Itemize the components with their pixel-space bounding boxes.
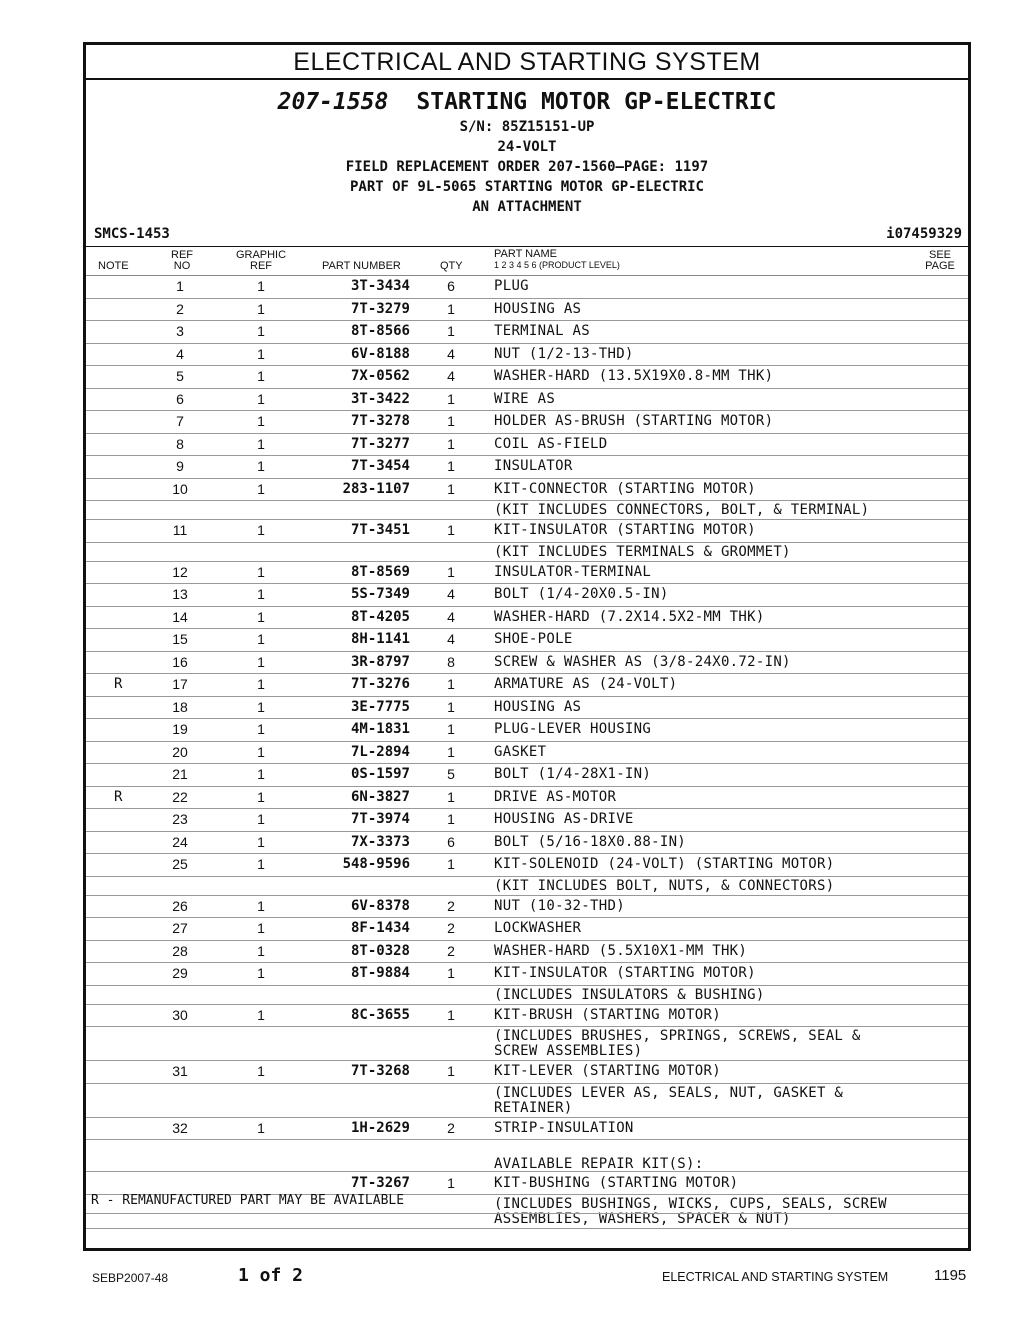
table-row bbox=[86, 674, 968, 697]
row-part-number: 8T-8566 bbox=[350, 323, 410, 339]
row-ref-number: 9 bbox=[176, 458, 184, 474]
row-part-number: 7T-3278 bbox=[350, 413, 410, 429]
table-row bbox=[86, 896, 968, 919]
row-ref-number: 12 bbox=[172, 563, 188, 580]
row-graphic-ref: 1 bbox=[257, 278, 265, 294]
table-row bbox=[86, 1061, 968, 1084]
row-graphic-ref: 1 bbox=[257, 856, 265, 872]
row-ref-number: 25 bbox=[172, 856, 188, 872]
row-part-name: KIT-BUSHING (STARTING MOTOR) bbox=[494, 1175, 739, 1191]
table-row bbox=[86, 299, 968, 322]
row-part-name: TERMINAL AS bbox=[494, 323, 591, 339]
col-see-page bbox=[918, 250, 962, 272]
row-ref-number: 6 bbox=[176, 390, 184, 407]
row-ref-number: 21 bbox=[172, 766, 188, 782]
col-part-name bbox=[494, 249, 620, 271]
table-row bbox=[86, 963, 968, 986]
row-part-name: (INCLUDES INSULATORS & BUSHING) bbox=[494, 986, 765, 1003]
table-row bbox=[86, 941, 968, 964]
row-graphic-ref: 1 bbox=[257, 1063, 265, 1079]
row-graphic-ref: 1 bbox=[257, 631, 265, 647]
row-ref-number: 27 bbox=[172, 920, 188, 936]
table-row bbox=[86, 1172, 968, 1195]
row-part-number: 7T-3454 bbox=[350, 458, 410, 474]
row-part-number: 7T-3268 bbox=[350, 1063, 410, 1079]
row-quantity: 2 bbox=[447, 897, 455, 914]
row-part-number: 5S-7349 bbox=[350, 586, 410, 602]
row-quantity: 1 bbox=[447, 811, 455, 827]
row-part-number: 6N-3827 bbox=[350, 788, 410, 805]
attachment-line: AN ATTACHMENT bbox=[472, 199, 582, 215]
header-divider bbox=[86, 246, 968, 247]
row-ref-number: 24 bbox=[172, 833, 188, 850]
table-row bbox=[86, 1005, 968, 1028]
row-ref-number: 16 bbox=[172, 653, 188, 670]
table-row bbox=[86, 832, 968, 855]
row-part-name: BOLT (1/4-28X1-IN) bbox=[494, 766, 652, 782]
row-graphic-ref: 1 bbox=[257, 435, 265, 452]
col-part-number: PART NUMBER bbox=[322, 260, 401, 272]
table-row bbox=[86, 697, 968, 720]
col-note: NOTE bbox=[98, 260, 129, 272]
row-quantity: 1 bbox=[447, 323, 455, 339]
row-quantity: 5 bbox=[447, 766, 455, 782]
col-see-bottom: PAGE bbox=[925, 260, 955, 272]
table-row bbox=[86, 764, 968, 787]
row-part-number: 8H-1141 bbox=[350, 631, 410, 647]
row-ref-number: 26 bbox=[172, 897, 188, 914]
row-part-name: KIT-INSULATOR (STARTING MOTOR) bbox=[494, 965, 756, 981]
table-row bbox=[86, 719, 968, 742]
row-graphic-ref: 1 bbox=[257, 965, 265, 981]
row-quantity: 4 bbox=[447, 608, 455, 625]
row-part-number: 7L-2894 bbox=[350, 743, 410, 760]
row-part-number: 7T-3279 bbox=[350, 300, 410, 317]
row-quantity: 1 bbox=[447, 1175, 455, 1191]
row-graphic-ref: 1 bbox=[257, 300, 265, 317]
row-part-name: COIL AS-FIELD bbox=[494, 435, 608, 452]
parts-table bbox=[86, 275, 968, 1229]
row-part-name: BOLT (5/16-18X0.88-IN) bbox=[494, 833, 687, 850]
row-graphic-ref: 1 bbox=[257, 368, 265, 384]
row-part-name: GASKET bbox=[494, 743, 547, 760]
table-row bbox=[86, 520, 968, 543]
row-quantity: 1 bbox=[447, 676, 455, 692]
row-graphic-ref: 1 bbox=[257, 721, 265, 737]
row-graphic-ref: 1 bbox=[257, 458, 265, 474]
row-ref-number: 23 bbox=[172, 811, 188, 827]
row-part-number: 7X-0562 bbox=[350, 368, 410, 384]
row-quantity: 8 bbox=[447, 653, 455, 670]
row-part-number: 8T-4205 bbox=[350, 608, 410, 625]
table-row bbox=[86, 607, 968, 630]
col-ref-bottom: NO bbox=[173, 260, 191, 272]
col-see-top: SEE bbox=[928, 249, 951, 261]
row-quantity: 1 bbox=[447, 743, 455, 760]
row-part-number: 7T-3451 bbox=[350, 522, 410, 538]
row-part-name: INSULATOR bbox=[494, 458, 573, 474]
row-part-name: AVAILABLE REPAIR KIT(S): bbox=[494, 1156, 704, 1172]
row-graphic-ref: 1 bbox=[257, 897, 265, 914]
smcs-code: SMCS-1453 bbox=[94, 226, 170, 242]
row-quantity: 1 bbox=[447, 300, 455, 317]
row-graphic-ref: 1 bbox=[257, 390, 265, 407]
field-replacement-line: FIELD REPLACEMENT ORDER 207-1560—PAGE: 1197 bbox=[345, 159, 709, 175]
row-part-number: 0S-1597 bbox=[350, 766, 410, 782]
row-part-number: 7X-3373 bbox=[350, 833, 410, 850]
row-ref-number: 20 bbox=[172, 743, 188, 760]
row-part-number: 7T-3974 bbox=[350, 811, 410, 827]
table-row bbox=[86, 501, 968, 520]
row-ref-number: 7 bbox=[176, 413, 184, 429]
row-part-name: WASHER-HARD (5.5X10X1-MM THK) bbox=[494, 942, 748, 959]
row-quantity: 2 bbox=[447, 920, 455, 936]
row-ref-number: 22 bbox=[172, 788, 188, 805]
group-title bbox=[86, 87, 968, 117]
row-graphic-ref: 1 bbox=[257, 653, 265, 670]
row-part-number: 7T-3277 bbox=[350, 435, 410, 452]
row-graphic-ref: 1 bbox=[257, 698, 265, 715]
row-ref-number: 32 bbox=[172, 1119, 188, 1136]
row-ref-number: 5 bbox=[176, 368, 184, 384]
row-part-name: BOLT (1/4-20X0.5-IN) bbox=[494, 586, 669, 602]
table-row bbox=[86, 344, 968, 367]
row-graphic-ref: 1 bbox=[257, 920, 265, 936]
row-quantity: 1 bbox=[447, 856, 455, 872]
row-quantity: 4 bbox=[447, 345, 455, 362]
table-row bbox=[86, 742, 968, 765]
row-quantity: 6 bbox=[447, 278, 455, 294]
row-quantity: 1 bbox=[447, 563, 455, 580]
row-quantity: 1 bbox=[447, 480, 455, 497]
row-ref-number: 10 bbox=[172, 480, 188, 497]
row-ref-number: 13 bbox=[172, 586, 188, 602]
row-ref-number: 30 bbox=[172, 1006, 188, 1023]
table-row bbox=[86, 411, 968, 434]
row-graphic-ref: 1 bbox=[257, 522, 265, 538]
row-part-number: 3T-3434 bbox=[350, 278, 410, 294]
table-row bbox=[86, 787, 968, 810]
table-row bbox=[86, 543, 968, 562]
part-of-line: PART OF 9L-5065 STARTING MOTOR GP-ELECTRIC bbox=[349, 179, 704, 195]
footnote: R - REMANUFACTURED PART MAY BE AVAILABLE bbox=[91, 1193, 405, 1208]
footer-doc-number: SEBP2007-48 bbox=[92, 1271, 169, 1285]
row-part-name: PLUG-LEVER HOUSING bbox=[494, 721, 652, 737]
table-row bbox=[86, 389, 968, 412]
col-product-level: 1 2 3 4 5 6 (PRODUCT LEVEL) bbox=[494, 260, 620, 270]
row-part-name: DRIVE AS-MOTOR bbox=[494, 788, 617, 805]
section-title: ELECTRICAL AND STARTING SYSTEM bbox=[86, 45, 968, 80]
table-row bbox=[86, 434, 968, 457]
row-graphic-ref: 1 bbox=[257, 833, 265, 850]
row-graphic-ref: 1 bbox=[257, 480, 265, 497]
row-part-name: ARMATURE AS (24-VOLT) bbox=[494, 676, 678, 692]
row-part-number: 548-9596 bbox=[342, 856, 410, 872]
col-graphic-top: GRAPHIC bbox=[235, 249, 287, 261]
footer-page-of: 1 of 2 bbox=[238, 1265, 304, 1286]
row-part-name: KIT-CONNECTOR (STARTING MOTOR) bbox=[494, 480, 756, 497]
col-part-name-title: PART NAME bbox=[494, 248, 557, 260]
col-ref-top: REF bbox=[171, 249, 193, 261]
row-ref-number: 14 bbox=[172, 608, 188, 625]
row-part-name: WIRE AS bbox=[494, 390, 556, 407]
row-graphic-ref: 1 bbox=[257, 1119, 265, 1136]
row-part-name: KIT-INSULATOR (STARTING MOTOR) bbox=[494, 522, 756, 538]
row-graphic-ref: 1 bbox=[257, 345, 265, 362]
table-row bbox=[86, 854, 968, 877]
row-part-name: HOUSING AS-DRIVE bbox=[494, 811, 634, 827]
row-note: R bbox=[114, 788, 123, 805]
row-part-name: SCREW & WASHER AS (3/8-24X0.72-IN) bbox=[494, 653, 791, 670]
table-row bbox=[86, 479, 968, 502]
document-id: i07459329 bbox=[886, 226, 962, 242]
col-graphic bbox=[231, 250, 291, 272]
row-quantity: 1 bbox=[447, 413, 455, 429]
row-graphic-ref: 1 bbox=[257, 586, 265, 602]
page-frame bbox=[83, 42, 971, 1251]
row-part-name: PLUG bbox=[494, 278, 529, 294]
row-part-name: HOLDER AS-BRUSH (STARTING MOTOR) bbox=[494, 413, 774, 429]
row-part-number: 8F-1434 bbox=[350, 920, 410, 936]
row-ref-number: 4 bbox=[176, 345, 184, 362]
table-row bbox=[86, 1118, 968, 1141]
row-part-name: WASHER-HARD (13.5X19X0.8-MM THK) bbox=[494, 368, 774, 384]
row-part-name: KIT-BRUSH (STARTING MOTOR) bbox=[494, 1006, 721, 1023]
row-part-number: 3E-7775 bbox=[350, 698, 410, 715]
row-ref-number: 3 bbox=[176, 323, 184, 339]
row-part-number: 8T-8569 bbox=[350, 563, 410, 580]
footer-section: ELECTRICAL AND STARTING SYSTEM bbox=[662, 1270, 889, 1284]
row-graphic-ref: 1 bbox=[257, 743, 265, 760]
table-row bbox=[86, 276, 968, 299]
row-quantity: 1 bbox=[447, 390, 455, 407]
row-quantity: 1 bbox=[447, 788, 455, 805]
row-quantity: 6 bbox=[447, 833, 455, 850]
row-part-number: 283-1107 bbox=[342, 480, 410, 497]
row-quantity: 1 bbox=[447, 1063, 455, 1079]
row-part-number: 7T-3276 bbox=[350, 676, 410, 692]
row-part-name: STRIP-INSULATION bbox=[494, 1119, 634, 1136]
table-row bbox=[86, 877, 968, 896]
row-part-name: (KIT INCLUDES TERMINALS & GROMMET) bbox=[494, 543, 791, 560]
table-row bbox=[86, 321, 968, 344]
row-quantity: 1 bbox=[447, 721, 455, 737]
row-part-number: 8T-9884 bbox=[350, 965, 410, 981]
table-row bbox=[86, 1140, 968, 1172]
row-part-number: 6V-8188 bbox=[350, 345, 410, 362]
row-part-number: 8T-0328 bbox=[350, 942, 410, 959]
row-part-name: HOUSING AS bbox=[494, 300, 582, 317]
row-part-number: 1H-2629 bbox=[350, 1119, 410, 1136]
row-graphic-ref: 1 bbox=[257, 413, 265, 429]
row-ref-number: 11 bbox=[172, 522, 188, 538]
row-part-name: INSULATOR-TERMINAL bbox=[494, 563, 652, 580]
row-part-number: 3R-8797 bbox=[350, 653, 410, 670]
footer-page-number: 1195 bbox=[934, 1267, 967, 1284]
row-graphic-ref: 1 bbox=[257, 1006, 265, 1023]
row-part-name: SHOE-POLE bbox=[494, 631, 573, 647]
row-ref-number: 15 bbox=[172, 631, 188, 647]
table-row bbox=[86, 918, 968, 941]
row-graphic-ref: 1 bbox=[257, 323, 265, 339]
table-row bbox=[86, 986, 968, 1005]
serial-number-line: S/N: 85Z15151-UP bbox=[459, 119, 595, 135]
row-graphic-ref: 1 bbox=[257, 788, 265, 805]
row-part-number: 3T-3422 bbox=[350, 390, 410, 407]
row-quantity: 1 bbox=[447, 965, 455, 981]
table-row bbox=[86, 584, 968, 607]
col-ref bbox=[166, 250, 198, 272]
col-qty: QTY bbox=[440, 260, 463, 272]
row-part-number: 6V-8378 bbox=[350, 897, 410, 914]
row-quantity: 1 bbox=[447, 1006, 455, 1023]
row-part-name: (INCLUDES BRUSHES, SPRINGS, SCREWS, SEAL & SCREW ASSEMBLIES) bbox=[494, 1028, 861, 1059]
row-graphic-ref: 1 bbox=[257, 608, 265, 625]
voltage-line: 24-VOLT bbox=[497, 139, 557, 155]
row-graphic-ref: 1 bbox=[257, 942, 265, 959]
row-graphic-ref: 1 bbox=[257, 811, 265, 827]
row-part-name: KIT-SOLENOID (24-VOLT) (STARTING MOTOR) bbox=[494, 856, 835, 872]
row-part-name: (KIT INCLUDES BOLT, NUTS, & CONNECTORS) bbox=[494, 877, 835, 894]
row-part-name: KIT-LEVER (STARTING MOTOR) bbox=[494, 1063, 721, 1079]
row-graphic-ref: 1 bbox=[257, 563, 265, 580]
row-part-number: 4M-1831 bbox=[350, 721, 410, 737]
table-row bbox=[86, 1084, 968, 1118]
row-quantity: 4 bbox=[447, 586, 455, 602]
row-graphic-ref: 1 bbox=[257, 676, 265, 692]
row-part-name: WASHER-HARD (7.2X14.5X2-MM THK) bbox=[494, 608, 765, 625]
table-row bbox=[86, 456, 968, 479]
row-ref-number: 29 bbox=[172, 965, 188, 981]
row-quantity: 4 bbox=[447, 631, 455, 647]
row-quantity: 2 bbox=[447, 942, 455, 959]
row-ref-number: 17 bbox=[172, 676, 188, 692]
row-ref-number: 8 bbox=[176, 435, 184, 452]
row-part-number: 8C-3655 bbox=[350, 1006, 410, 1023]
table-row bbox=[86, 629, 968, 652]
row-part-name: NUT (1/2-13-THD) bbox=[494, 345, 634, 362]
row-part-number: 7T-3267 bbox=[350, 1175, 410, 1191]
table-row bbox=[86, 366, 968, 389]
row-quantity: 1 bbox=[447, 458, 455, 474]
row-part-name: (INCLUDES BUSHINGS, WICKS, CUPS, SEALS, SCREW ASSEMBLIES, WASHERS, SPACER & NUT) bbox=[494, 1196, 887, 1227]
row-part-name: LOCKWASHER bbox=[494, 920, 582, 936]
row-part-name: HOUSING AS bbox=[494, 698, 582, 715]
group-name: STARTING MOTOR GP-ELECTRIC bbox=[416, 89, 777, 115]
table-row bbox=[86, 652, 968, 675]
row-quantity: 2 bbox=[447, 1119, 455, 1136]
table-row bbox=[86, 1027, 968, 1061]
row-part-name: (INCLUDES LEVER AS, SEALS, NUT, GASKET & RETAINER) bbox=[494, 1084, 844, 1116]
row-quantity: 1 bbox=[447, 435, 455, 452]
row-quantity: 1 bbox=[447, 698, 455, 715]
row-graphic-ref: 1 bbox=[257, 766, 265, 782]
row-quantity: 4 bbox=[447, 368, 455, 384]
group-number: 207-1558 bbox=[277, 89, 389, 115]
footnote-divider bbox=[86, 1213, 968, 1214]
table-row bbox=[86, 562, 968, 585]
row-ref-number: 2 bbox=[176, 300, 184, 317]
row-quantity: 1 bbox=[447, 522, 455, 538]
col-graphic-bottom: REF bbox=[250, 260, 272, 272]
row-ref-number: 31 bbox=[172, 1063, 188, 1079]
table-row bbox=[86, 809, 968, 832]
row-part-name: NUT (10-32-THD) bbox=[494, 897, 625, 914]
row-ref-number: 1 bbox=[176, 278, 184, 294]
row-ref-number: 19 bbox=[172, 721, 188, 737]
row-note: R bbox=[114, 676, 123, 692]
row-ref-number: 28 bbox=[172, 942, 188, 959]
row-ref-number: 18 bbox=[172, 698, 188, 715]
row-part-name: (KIT INCLUDES CONNECTORS, BOLT, & TERMINAL) bbox=[494, 502, 870, 518]
group-header bbox=[86, 87, 968, 217]
